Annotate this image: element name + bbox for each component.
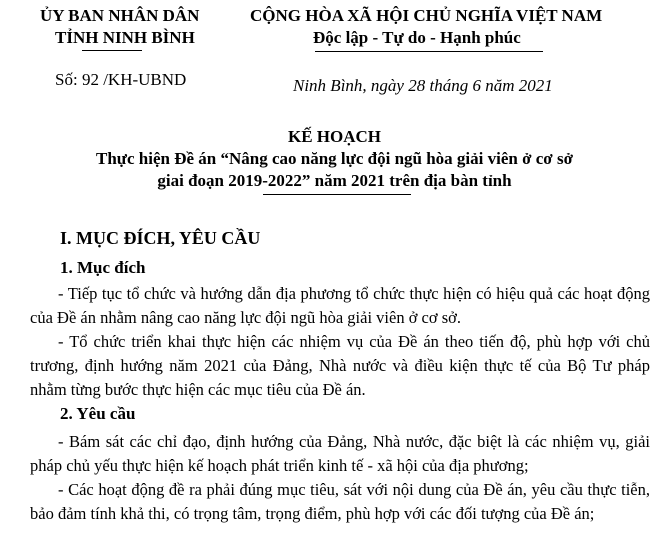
- title-underline: [263, 194, 411, 195]
- date-day: 28: [408, 76, 426, 95]
- motto-underline: [315, 51, 543, 52]
- paragraph-purpose-1: - Tiếp tục tổ chức và hướng dẫn địa phương tổ chức thực hiện có hiệu quả các hoạt động của Đề án nhằm nâng cao năng lực đội ngũ hòa giải viên ở cơ sở.: [30, 284, 650, 327]
- ref-prefix: Số:: [55, 70, 78, 89]
- ref-number: 92: [81, 70, 99, 89]
- issuer-line2: TỈNH NINH BÌNH: [55, 28, 195, 47]
- issuer-underline: [82, 50, 142, 51]
- issuer-line1: ỦY BAN NHÂN DÂN: [40, 6, 200, 25]
- document-subtitle-line2: giai đoạn 2019-2022” năm 2021 trên địa bàn tỉnh: [157, 171, 512, 190]
- paragraph-purpose-2: - Tổ chức triển khai thực hiện các nhiệm vụ của Đề án theo tiến độ, phù hợp với chủ trương, định hướng năm 2021 của Đảng, Nhà nước và điều kiện thực tế của Bộ Tư pháp nhằm từng bước thực hiện các mục tiêu của Đề án.: [30, 332, 650, 399]
- document-title: KẾ HOẠCH: [287, 127, 382, 146]
- date-rest: tháng 6 năm 2021: [429, 76, 553, 95]
- date-place: [293, 76, 553, 96]
- national-title: CỘNG HÒA XÃ HỘI CHỦ NGHĨA VIỆT NAM: [250, 6, 603, 25]
- national-motto: Độc lập - Tự do - Hạnh phúc: [313, 28, 521, 47]
- date-prefix: Ninh Bình, ngày: [293, 76, 404, 95]
- paragraph-requirement-1: - Bám sát các chỉ đạo, định hướng của Đảng, Nhà nước, đặc biệt là các nhiệm vụ, giải pháp chủ yếu thực hiện kế hoạch phát triển kinh tế - xã hội của địa phương;: [30, 432, 650, 475]
- section-heading: I. MỤC ĐÍCH, YÊU CẦU: [60, 228, 261, 248]
- document-subtitle-line1: Thực hiện Đề án “Nâng cao năng lực đội ngũ hòa giải viên ở cơ sở: [95, 149, 573, 168]
- subsection-heading-requirements: 2. Yêu cầu: [60, 404, 136, 423]
- subsection-heading-purpose: 1. Mục đích: [60, 258, 146, 277]
- paragraph-requirement-2: - Các hoạt động đề ra phải đúng mục tiêu, sát với nội dung của Đề án, yêu cầu thực tiễn, bảo đảm tính khả thi, có trọng tâm, trọng điểm, phù hợp với các đối tượng của Đề án;: [30, 480, 650, 523]
- document-reference: [55, 70, 186, 90]
- ref-suffix: /KH-UBND: [103, 70, 187, 89]
